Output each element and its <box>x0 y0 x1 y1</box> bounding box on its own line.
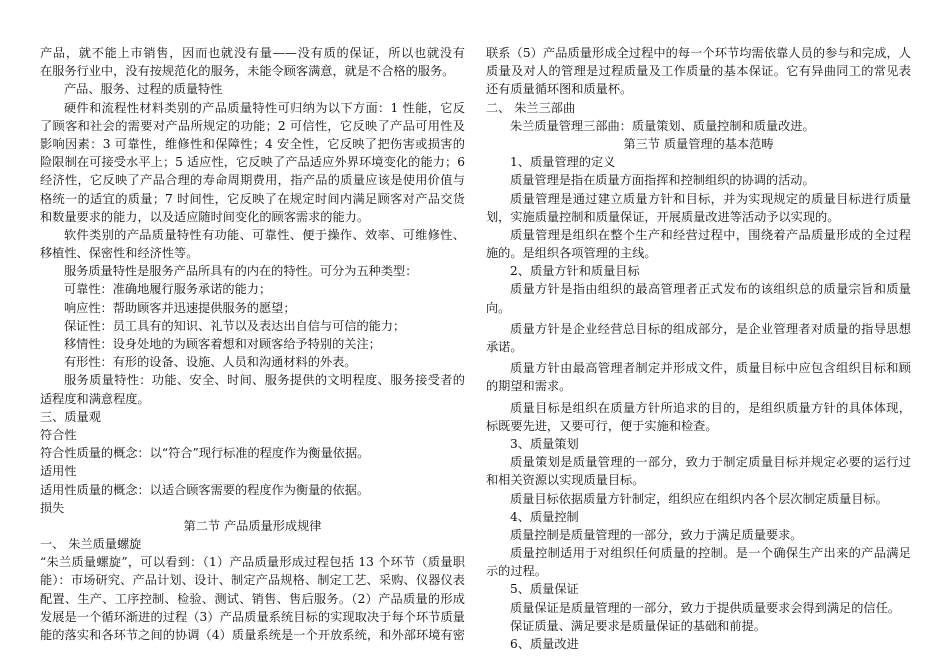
right-text-line: 3、质量策划 <box>510 436 579 451</box>
left-text-line: 能的落实和各环节之间的协调（4）质量系统是一个开放系统，和外部环境有密 <box>40 628 465 642</box>
left-text-line: 发展是一个循环渐进的过程（3）产品质量系统目标的实现取决于每个环节质量 <box>40 609 465 624</box>
right-text-line: 二、 朱兰三部曲 <box>486 100 576 115</box>
left-text-line: 符合性质量的概念：以“符合”现行标准的程度作为衡量依据。 <box>40 446 370 461</box>
left-text-line: 可靠性：准确地履行服务承诺的能力； <box>64 282 272 297</box>
left-text-line: 险限制在可接受水平上；5 适应性，它反映了产品适应外界环境变化的能力；6 <box>40 155 465 170</box>
right-text-line: 质量方针由最高管理者制定并形成文件，质量目标中应包含组织目标和顾 <box>510 361 911 376</box>
left-text-line: 产品、服务、过程的质量特性 <box>64 82 223 97</box>
left-text-line: 在服务行业中，没有按规范化的服务，未能令顾客满意，就是不合格的服务。 <box>40 64 455 79</box>
left-text-line: 了顾客和社会的需要对产品所规定的功能；2 可信性，它反映了产品可用性及 <box>40 118 465 133</box>
left-text-line: 硬件和流程性材料类别的产品质量特性可归纳为以下方面：1 性能，它反 <box>64 100 465 115</box>
left-text-line: 一、 朱兰质量螺旋 <box>40 537 142 552</box>
right-text-line: 示的过程。 <box>486 564 547 579</box>
left-text-line: 响应性：帮助顾客并迅速提供服务的愿望； <box>64 300 296 315</box>
right-text-line: 质量控制适用于对组织任何质量的控制。是一个确保生产出来的产品满足 <box>510 546 911 561</box>
right-text-line: 质量方针是指由组织的最高管理者正式发布的该组织总的质量宗旨和质量 <box>510 282 911 297</box>
left-text-line: 适用性质量的概念：以适合顾客需要的程度作为衡量的依据。 <box>40 482 370 497</box>
left-text-line: 适程度和满意程度。 <box>40 391 150 406</box>
left-text-line: 产品，就不能上市销售，因而也就没有量——没有质的保证，所以也就没有 <box>40 46 465 60</box>
left-text-line: 经济性，它反映了产品合理的寿命周期费用，指产品的质量应该是使用价值与 <box>40 173 465 188</box>
left-text-line: 适用性 <box>40 464 77 479</box>
right-text-line: 质量保证是质量管理的一部分，致力于提供质量要求会得到满足的信任。 <box>510 600 900 615</box>
left-text-line: 格统一的适宜的质量；7 时间性，它反映了在规定时间内满足顾客对产品交货 <box>40 191 465 206</box>
right-text-line: 4、质量控制 <box>510 509 579 524</box>
left-text-line: 保证性：员工具有的知识、礼节以及表达出自信与可信的能力； <box>64 318 406 333</box>
right-text-line: 5、质量保证 <box>510 582 579 597</box>
left-text-line: 服务质量特性：功能、安全、时间、服务提供的文明程度、服务接受者的 <box>64 373 465 388</box>
left-text-line: 软件类别的产品质量特性有功能、可靠性、便于操作、效率、可维修性、 <box>64 227 465 242</box>
right-text-line: 1、质量管理的定义 <box>510 155 616 170</box>
right-text-line: 质量管理是指在质量方面指挥和控制组织的协调的活动。 <box>510 173 815 188</box>
right-text-line: 承诺。 <box>486 340 523 354</box>
left-text-line: 三、质量观 <box>40 409 101 424</box>
right-text-line: 质量方针是企业经营总目标的组成部分，是企业管理者对质量的指导思想 <box>510 321 911 336</box>
right-text-line: 还有质量循环图和质量杯。 <box>486 82 633 97</box>
left-text-line: 和数量要求的能力，以及适应随时间变化的顾客需求的能力。 <box>40 209 370 224</box>
right-text-line: 的期望和需求。 <box>486 379 572 394</box>
left-text-line: 损失 <box>40 500 65 515</box>
left-text-line: 能）：市场研究、产品计划、设计、制定产品规格、制定工艺、采购、仪器仪表 <box>40 573 465 588</box>
right-text-line: 和相关资源以实现质量目标。 <box>486 473 645 488</box>
right-text-line: 质量策划是质量管理的一部分，致力于制定质量目标并规定必要的运行过 <box>510 455 911 470</box>
left-text-line: 符合性 <box>40 427 77 442</box>
right-section-heading: 第三节 质量管理的基本范畴 <box>623 136 774 151</box>
right-text-line: 质量目标依据质量方针制定，组织应在组织内各个层次制定质量目标。 <box>510 491 888 506</box>
right-text-line: 质量控制是质量管理的一部分，致力于满足质量要求。 <box>510 527 803 542</box>
right-column <box>486 44 911 653</box>
left-text-line: “朱兰质量螺旋”，可以看到：（1）产品质量形成过程包括 13 个环节（质量职 <box>40 555 465 570</box>
left-column <box>40 44 465 644</box>
right-text-line: 质量管理是组织在整个生产和经营过程中，围绕着产品质量形成的全过程 <box>510 227 911 242</box>
right-text-line: 质量目标是组织在质量方针所追求的目的，是组织质量方针的具体体现， <box>510 400 911 415</box>
right-text-line: 6、质量改进 <box>510 637 579 651</box>
right-text-line: 朱兰质量管理三部曲：质量策划、质量控制和质量改进。 <box>510 118 815 133</box>
right-text-line: 2、质量方针和质量目标 <box>510 264 640 279</box>
right-text-line: 保证质量、满足要求是质量保证的基础和前提。 <box>510 618 766 633</box>
right-text-line: 联系（5）产品质量形成全过程中的每一个环节均需依靠人员的参与和完成，人 <box>486 46 911 60</box>
left-text-line: 移植性、保密性和经济性等。 <box>40 246 199 261</box>
left-text-line: 影响因素：3 可靠性，维修性和保障性；4 安全性，它反映了把伤害或损害的 <box>40 136 465 151</box>
left-section-heading: 第二节 产品质量形成规律 <box>183 518 322 533</box>
left-text-line: 配置、生产、工序控制、检验、测试、销售、售后服务。（2）产品质量的形成 <box>40 591 465 606</box>
right-text-line: 向。 <box>486 300 511 315</box>
right-text-line: 标既要先进，又要可行，便于实施和检查。 <box>486 418 718 433</box>
left-text-line: 服务质量特性是服务产品所具有的内在的特性。可分为五种类型： <box>64 264 418 279</box>
right-text-line: 质量及对人的管理是过程质量及工作质量的基本保证。它有异曲同工的常见表 <box>486 64 911 79</box>
left-text-line: 移情性：设身处地的为顾客着想和对顾客给予特别的关注； <box>64 337 381 351</box>
left-text-line: 有形性：有形的设备、设施、人员和沟通材料的外表。 <box>64 355 357 370</box>
right-text-line: 施的。是组织各项管理的主线。 <box>486 246 657 261</box>
right-text-line: 划，实施质量控制和质量保证，开展质量改进等活动予以实现的。 <box>486 209 840 224</box>
right-text-line: 质量管理是通过建立质量方针和目标，并为实现规定的质量目标进行质量 <box>510 191 911 206</box>
